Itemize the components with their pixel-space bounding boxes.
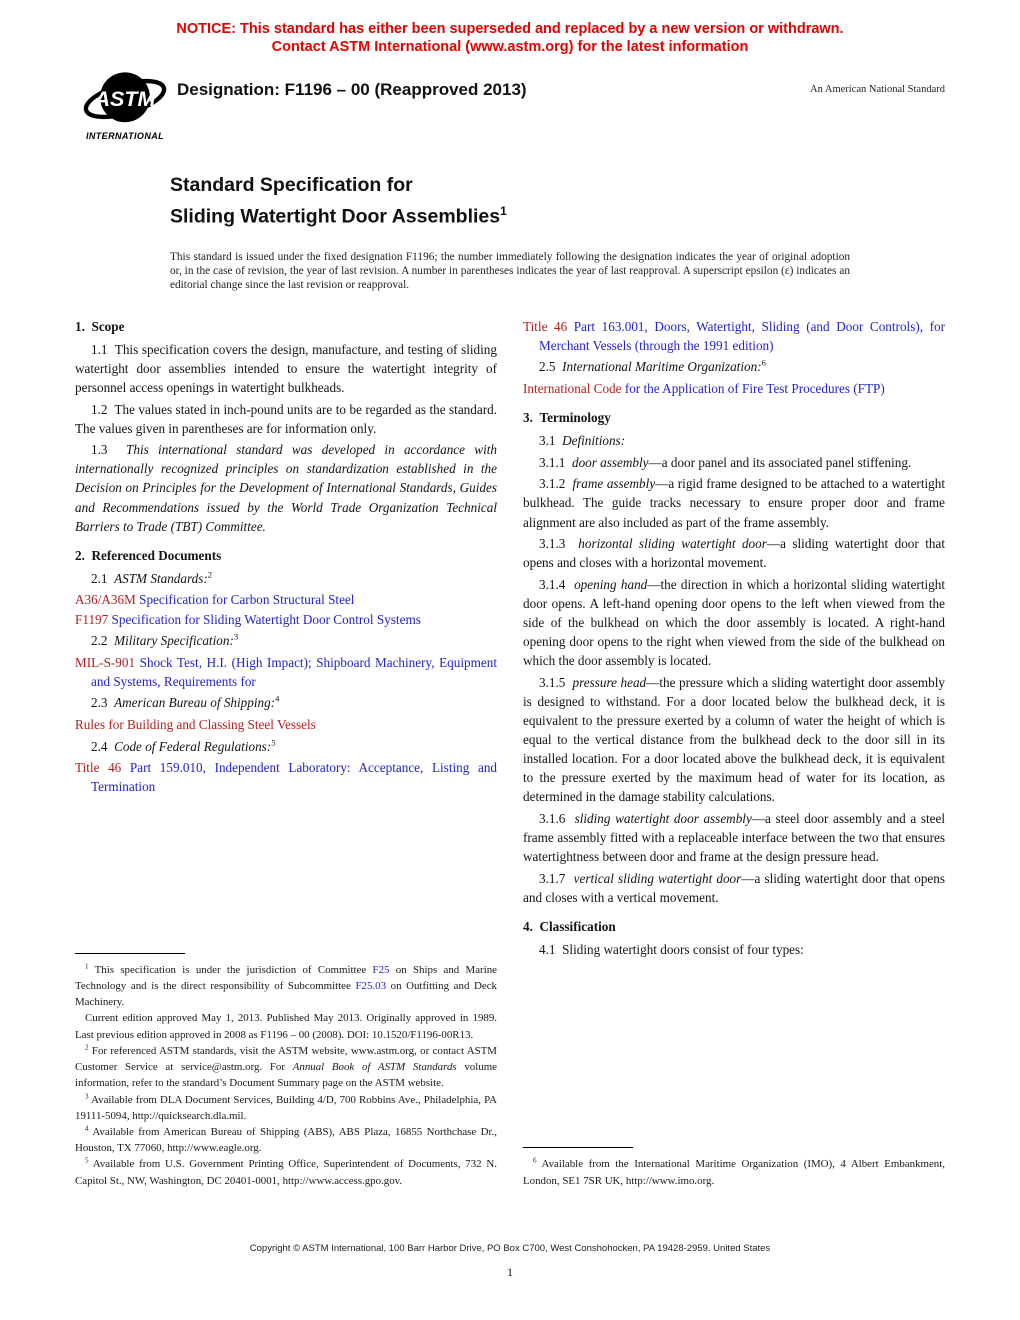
reference-link[interactable]: Specification for Carbon Structural Steel — [135, 592, 355, 608]
body-paragraph — [523, 431, 945, 450]
body-paragraph — [523, 809, 945, 866]
text-run: 2. Referenced Documents — [75, 547, 222, 563]
reference-link[interactable]: F1197 — [75, 611, 109, 627]
right-footnotes — [523, 1147, 945, 1188]
text-run: vertical sliding watertight door — [573, 870, 742, 886]
body-paragraph — [75, 340, 497, 397]
title-line-1: Standard Specification for — [170, 174, 413, 196]
text-run: Annual Book of ASTM Standards — [292, 1061, 457, 1074]
title-line-2 — [170, 198, 850, 230]
footnote — [75, 1124, 497, 1156]
logo-subtext: INTERNATIONAL — [85, 131, 165, 141]
left-column — [75, 317, 497, 1189]
text-run: Current edition approved May 1, 2013. Published May 2013. Originally approved in 1989. Last previous edition approved in 2008 as F1196 – 00 (2008). DOI: 10.1520/F1196-00R13. — [75, 1012, 497, 1041]
text-run: pressure head — [572, 674, 647, 690]
text-run: —the direction in which a horizontal sliding watertight door opens. A left-hand opening door opens to the left when viewed from the side of the bulkhead on which the door assembly is located. A right-hand opening door opens to the right when viewed from the side of the bulkhead on which the door assembly is located. — [523, 576, 945, 669]
body-paragraph — [523, 673, 945, 807]
text-run: opening hand — [574, 576, 648, 592]
text-run: 2.4 — [91, 738, 115, 754]
text-run: 3.1.3 — [539, 536, 579, 552]
body-paragraph — [523, 453, 945, 472]
text-run: volume information, refer to the standard’s Document Summary page on the ASTM website. — [75, 1061, 498, 1090]
reference-entry — [75, 653, 497, 691]
text-run: —a steel door assembly and a steel frame assembly fitted with a replaceable interface between the two that ensures watertightness between door and frame at the design pressure head. — [523, 810, 945, 865]
text-run: Definitions: — [562, 433, 626, 449]
right-column-text — [523, 317, 945, 962]
text-run: 2 — [207, 569, 213, 580]
astm-globe-icon — [82, 64, 168, 134]
page-number: 1 — [507, 1265, 513, 1279]
title-block — [170, 172, 850, 230]
text-run: 3.1.5 — [539, 674, 573, 690]
designation-text: Designation: F1196 – 00 (Reapproved 2013) — [177, 80, 527, 99]
body-paragraph — [523, 575, 945, 670]
text-run: sliding watertight door assembly — [574, 810, 752, 826]
text-run: 3.1.6 — [539, 810, 575, 826]
text-run: 5 — [271, 737, 276, 748]
document-header — [75, 70, 945, 156]
text-run: Available from DLA Document Services, Building 4/D, 700 Robbins Ave., Philadelphia, PA 19111-5094, http://quicksearch.dla.mil. — [75, 1093, 497, 1122]
text-run: This specification is under the jurisdiction of Committee — [88, 963, 373, 976]
body-paragraph — [75, 440, 497, 535]
text-run: —a sliding watertight door that opens and closes with a horizontal movement. — [523, 536, 946, 571]
text-run: 6 — [761, 358, 766, 369]
reference-link[interactable]: MIL-S-901 — [75, 654, 136, 670]
footnote-separator — [523, 1147, 633, 1148]
body-paragraph — [523, 534, 945, 572]
text-run: 3 — [85, 1091, 89, 1100]
body-paragraph — [75, 737, 497, 756]
text-run: Military Specification: — [114, 633, 234, 649]
notice-line-2: Contact ASTM International (www.astm.org) for the latest information — [271, 39, 749, 55]
footnote — [75, 962, 497, 1011]
reference-link[interactable]: Part 163.001, Doors, Watertight, Sliding (and Door Controls), for Merchant Vessels (through the 1991 edition) — [539, 318, 945, 353]
footnote-paragraph — [75, 1010, 497, 1042]
reference-link[interactable]: F25 — [372, 963, 390, 976]
footnote — [75, 1092, 497, 1124]
text-run: —the pressure which a sliding watertight door assembly is designed to withstand. For a door located below the bulkhead deck, it is equivalent to the pressure exerted by a column of water the height of which is equal to the vertical distance from the bulkhead deck to the door sill in its installed location. For a door located above the bulkhead deck, it is equivalent to the pressure exerted by the maximum head of water for its location, as determined in the damage stability calculations. — [523, 674, 945, 805]
text-run: —a sliding watertight door that opens and closes with a vertical movement. — [523, 870, 945, 905]
right-column — [523, 317, 945, 1189]
body-paragraph — [523, 869, 945, 907]
text-run: 1. Scope — [75, 318, 125, 334]
reference-entry — [75, 715, 497, 734]
text-run: 2 — [85, 1043, 89, 1052]
text-run: 4. Classification — [523, 918, 616, 934]
astm-logo — [75, 64, 175, 141]
text-run: Available from U.S. Government Printing Office, Superintendent of Documents, 732 N. Capitol St., NW, Washington, DC 20401-0001, http://www.access.gpo.gov. — [75, 1158, 497, 1187]
reference-link[interactable]: International Code — [523, 381, 622, 396]
reference-link[interactable]: Part 159.010, Independent Laboratory: Acceptance, Listing and Termination — [91, 760, 498, 795]
reference-link[interactable]: Title 46 — [523, 318, 568, 334]
text-run: Code of Federal Regulations: — [114, 738, 272, 754]
text-run: —a rigid frame designed to be attached to a watertight bulkhead. The guide tracks necessary to ensure proper door and frame alignment are also included as part of the frame assembly. — [523, 476, 946, 530]
title-text: Sliding Watertight Door Assemblies — [170, 205, 501, 228]
right-footnotes-text — [523, 1156, 945, 1188]
reference-entry — [523, 317, 945, 355]
text-run: ASTM Standards: — [114, 570, 208, 586]
text-run: 6 — [533, 1156, 537, 1165]
section-heading — [523, 408, 945, 427]
reference-link[interactable]: for the Application of Fire Test Procedures (FTP) — [621, 381, 885, 396]
text-run: 1.1 This specification covers the design, manufacture, and testing of sliding watertight door assemblies intended to ensure the watertight integrity of personnel access openings in watertight bulkheads. — [75, 341, 497, 395]
text-run: 3.1.2 — [539, 476, 573, 492]
reference-entry — [75, 758, 497, 796]
intro-paragraph: This standard is issued under the fixed designation F1196; the number immediately following the designation indicates the year of original adoption or, in the case of revision, the year of last revision. A number in parentheses indicates the year of last reapproval. A superscript epsilon (ε) indicates an editorial change since the last revision or reapproval. — [170, 250, 850, 292]
text-run: For referenced ASTM standards, visit the ASTM website, www.astm.org, or contact ASTM Customer Service at service@astm.org. For — [75, 1044, 497, 1074]
reference-entry — [75, 590, 497, 609]
reference-link[interactable]: Specification for Sliding Watertight Door Control Systems — [108, 611, 421, 627]
text-run: 4.1 Sliding watertight doors consist of four types: — [539, 942, 804, 958]
text-run: —a door panel and its associated panel stiffening. — [648, 454, 912, 470]
text-run: door assembly — [571, 454, 649, 470]
body-paragraph — [523, 940, 945, 959]
text-run: 2.3 — [91, 695, 115, 711]
section-heading — [75, 546, 497, 565]
national-standard-label: An American National Standard — [809, 84, 945, 95]
reference-entry — [523, 379, 945, 398]
text-run: Available from the International Maritime Organization (IMO), 4 Albert Embankment, London, SE1 7SR UK, http://www.imo.org. — [523, 1158, 945, 1187]
text-run: 3.1 — [539, 433, 563, 449]
footnote — [523, 1156, 945, 1188]
notice-line-1: NOTICE: This standard has either been superseded and replaced by a new version or withdrawn. — [176, 21, 844, 37]
text-run: American Bureau of Shipping: — [114, 695, 276, 711]
body-paragraph — [75, 693, 497, 712]
text-run: 3.1.1 — [539, 454, 572, 470]
body-paragraph — [523, 357, 945, 376]
reference-link[interactable]: Shock Test, H.I. (High Impact); Shipboard Machinery, Equipment and Systems, Requirements for — [91, 654, 497, 689]
title-footnote-marker: 1 — [500, 204, 507, 218]
text-run: frame assembly — [572, 476, 656, 492]
reference-link[interactable]: Rules for Building and Classing Steel Vessels — [75, 717, 316, 732]
body-paragraph — [523, 474, 945, 531]
text-run: 5 — [85, 1156, 89, 1165]
text-run: 3 — [233, 631, 239, 642]
footnote — [75, 1156, 497, 1188]
text-run: This international standard was developed in accordance with internationally recognized principles on standardization established in the Decision on Principles for the Development of International Standards, Guides and Recommendations issued by the World Trade Organization Technical Barriers to Trade (TBT) Committee. — [75, 442, 497, 534]
reference-link[interactable]: A36/A36M — [75, 592, 136, 608]
reference-link[interactable]: F25.03 — [355, 980, 387, 993]
left-footnotes — [75, 953, 497, 1189]
body-paragraph — [75, 400, 497, 438]
notice-banner — [0, 0, 1020, 56]
left-column-text — [75, 317, 497, 797]
body-paragraph — [75, 569, 497, 588]
footnote-separator — [75, 953, 185, 954]
text-run: 1.3 — [91, 442, 127, 458]
two-column-body — [75, 317, 945, 1189]
copyright-line: Copyright © ASTM International, 100 Barr Harbor Drive, PO Box C700, West Conshohocken, PA 19428-2959. United States — [249, 1243, 771, 1254]
text-run: on Outfitting and Deck Machinery. — [75, 980, 497, 1009]
text-run: on Ships and Marine Technology and is the direct responsibility of Subcommittee — [75, 963, 497, 993]
section-heading — [75, 317, 497, 336]
text-run: horizontal sliding watertight door — [578, 536, 767, 552]
text-run: 3. Terminology — [523, 410, 611, 426]
reference-link[interactable]: Title 46 — [75, 760, 122, 776]
footnote — [75, 1043, 497, 1092]
text-run: International Maritime Organization: — [562, 359, 762, 375]
section-heading — [523, 917, 945, 936]
logo-letters: ASTM — [94, 86, 156, 111]
reference-entry — [75, 610, 497, 629]
body-paragraph — [75, 631, 497, 650]
text-run: 1 — [85, 962, 89, 971]
text-run: 3.1.7 — [539, 870, 574, 886]
text-run: 1.2 The values stated in inch-pound units are to be regarded as the standard. The values given in parentheses are for information only. — [75, 401, 497, 436]
text-run: 2.1 — [91, 570, 115, 586]
text-run: 3.1.4 — [539, 576, 575, 592]
text-run: 4 — [275, 694, 280, 705]
text-run: Available from American Bureau of Shipping (ABS), ABS Plaza, 16855 Northchase Dr., Houston, TX 77060, http://www.eagle.org. — [75, 1125, 497, 1155]
text-run: 2.2 — [91, 633, 115, 649]
text-run: 2.5 — [539, 359, 563, 375]
left-footnotes-text — [75, 962, 497, 1189]
text-run: 4 — [85, 1124, 89, 1133]
